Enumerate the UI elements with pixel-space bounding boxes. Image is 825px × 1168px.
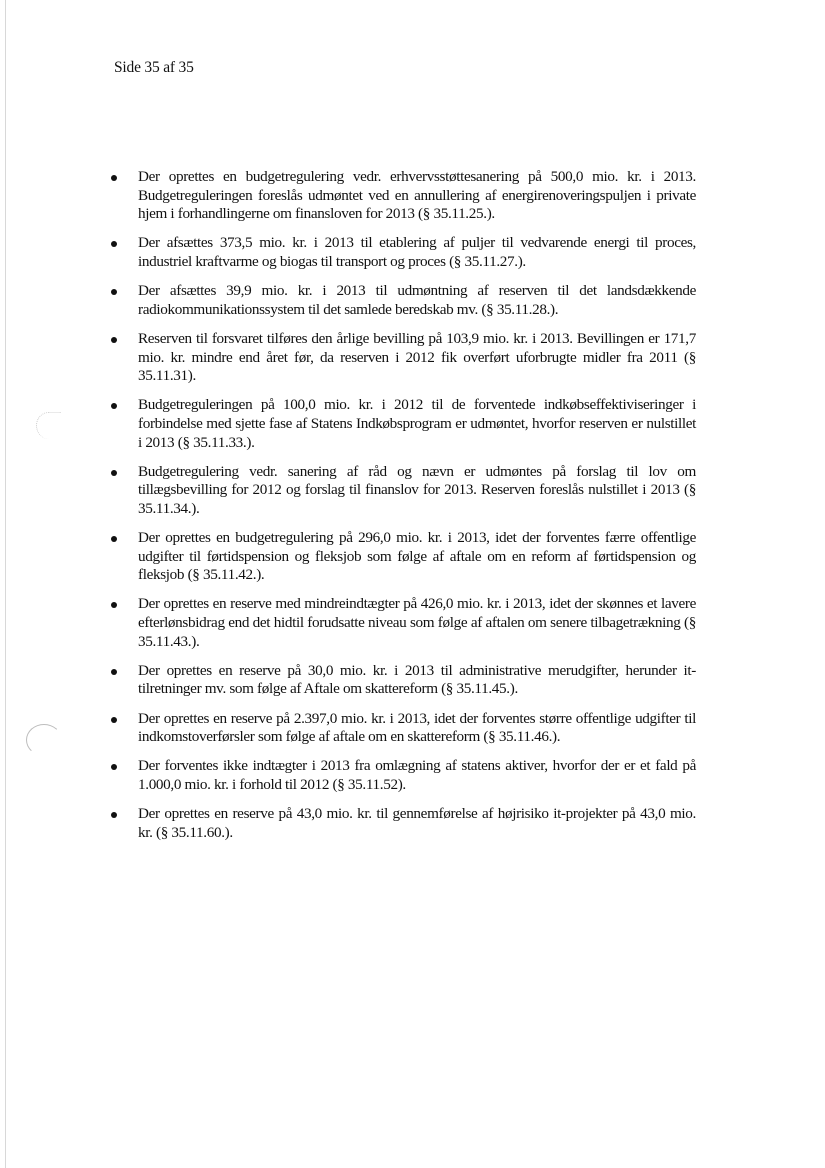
page-number: Side 35 af 35 <box>114 59 194 76</box>
bullet-icon <box>111 241 117 247</box>
scan-artifact <box>26 724 62 756</box>
bullet-icon <box>111 764 117 770</box>
list-item <box>108 168 696 224</box>
list-item-text: Budgetregulering vedr. sanering af råd og nævn er udmøntes på forslag til lov om tillægsbevilling for 2012 og forslag til finanslov for 2013. Reserven foreslås nulstillet i 2013 (§ 35.11.34.). <box>138 462 696 517</box>
list-item-text: Der oprettes en reserve på 2.397,0 mio. kr. i 2013, idet der forventes større offentlige udgifter til indkomstoverførsler som følge af aftale om en skattereform (§ 35.11.46.). <box>138 709 696 746</box>
list-item-text: Der oprettes en reserve på 43,0 mio. kr. til gennemførelse af højrisiko it-projekter på 43,0 mio. kr. (§ 35.11.60.). <box>138 805 696 841</box>
bullet-list <box>108 168 696 853</box>
bullet-icon <box>111 669 117 675</box>
list-item <box>108 805 696 842</box>
list-item <box>108 757 696 794</box>
list-item <box>108 234 696 271</box>
list-item <box>108 595 696 651</box>
list-item <box>108 662 696 699</box>
list-item-text: Der afsættes 373,5 mio. kr. i 2013 til etablering af puljer til vedvarende energi til proces, industriel kraftvarme og biogas til transport og proces (§ 35.11.27.). <box>138 234 696 270</box>
list-item-text: Der oprettes en budgetregulering på 296,0 mio. kr. i 2013, idet der forventes færre offentlige udgifter til førtidspension og fleksjob som følge af aftale om en reform af førtidspension og fleksjob (§ 35.11.42.). <box>138 529 696 584</box>
list-item-text: Der oprettes en reserve med mindreindtægter på 426,0 mio. kr. i 2013, idet der skønnes et lavere efterlønsbidrag end det hidtil forudsatte niveau som følge af aftalen om senere tilbagetrækning (§ 35.11.43.). <box>138 595 696 650</box>
bullet-icon <box>111 175 117 181</box>
bullet-icon <box>111 403 117 409</box>
bullet-icon <box>111 337 117 343</box>
bullet-icon <box>111 470 117 476</box>
list-item <box>108 330 696 386</box>
list-item-text: Der forventes ikke indtægter i 2013 fra omlægning af statens aktiver, hvorfor der er et fald på 1.000,0 mio. kr. i forhold til 2012 (§ 35.11.52). <box>138 757 696 793</box>
page-edge-line <box>5 0 6 1168</box>
list-item <box>108 710 696 747</box>
bullet-icon <box>111 812 117 818</box>
list-item <box>108 396 696 452</box>
list-item-text: Budgetreguleringen på 100,0 mio. kr. i 2012 til de forventede indkøbseffektiviseringer i forbindelse med sjette fase af Statens Indkøbsprogram er udmøntet, hvorfor reserven er nulstillet i 2013 (§ 35.11.33.). <box>138 396 696 451</box>
list-item <box>108 529 696 585</box>
bullet-icon <box>111 602 117 608</box>
list-item <box>108 282 696 319</box>
scan-artifact <box>36 412 61 439</box>
bullet-icon <box>111 289 117 295</box>
list-item-text: Der oprettes en reserve på 30,0 mio. kr. i 2013 til administrative merudgifter, herunder it-tilretninger mv. som følge af Aftale om skattereform (§ 35.11.45.). <box>138 661 696 698</box>
list-item-text: Reserven til forsvaret tilføres den årlige bevilling på 103,9 mio. kr. i 2013. Bevillingen er 171,7 mio. kr. mindre end året før, da reserven i 2012 fik overført uforbrugte midler fra 2011 (§ 35.11.31). <box>138 329 696 385</box>
bullet-icon <box>111 536 117 542</box>
bullet-icon <box>111 717 117 723</box>
list-item <box>108 463 696 519</box>
list-item-text: Der oprettes en budgetregulering vedr. erhvervsstøttesanering på 500,0 mio. kr. i 2013. Budgetreguleringen foreslås udmøntet ved en annullering af energirenoveringspuljen i private hjem i forhandlingerne om finansloven for 2013 (§ 35.11.25.). <box>138 168 696 223</box>
list-item-text: Der afsættes 39,9 mio. kr. i 2013 til udmøntning af reserven til det landsdækkende radiokommunikationssystem til det samlede beredskab mv. (§ 35.11.28.). <box>138 282 696 318</box>
